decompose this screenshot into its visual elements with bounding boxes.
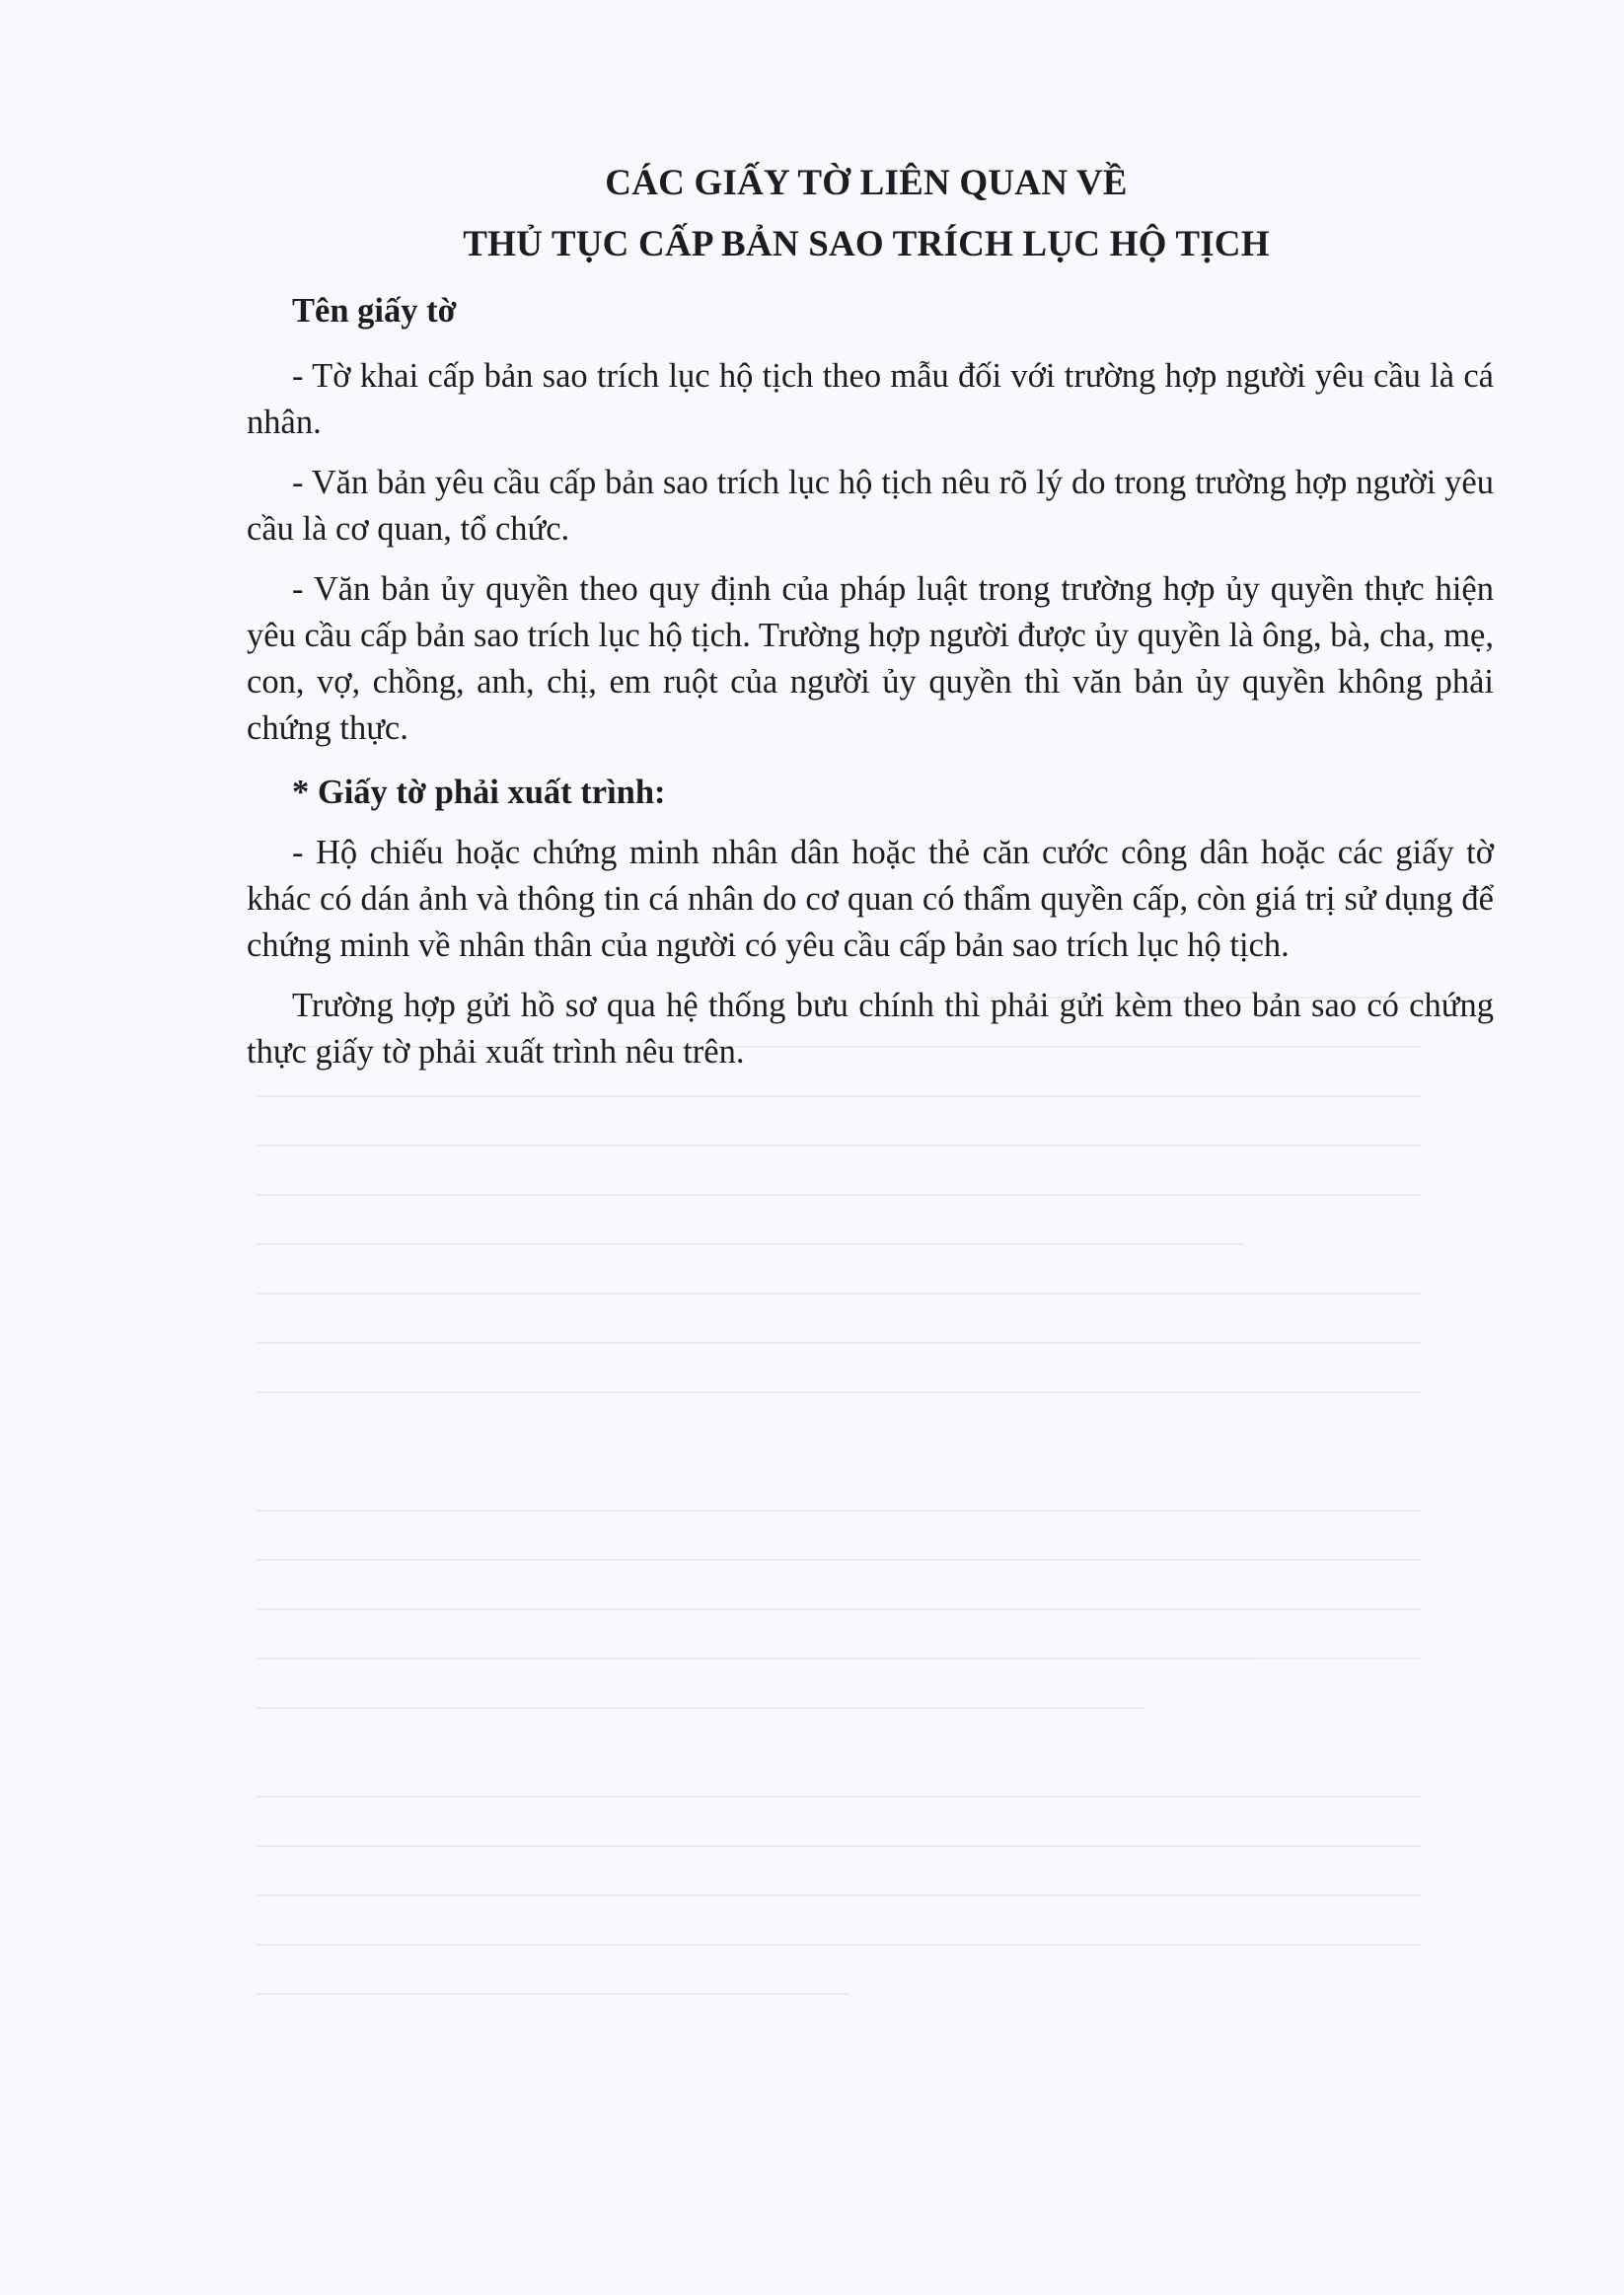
document-title-line-2: THỦ TỤC CẤP BẢN SAO TRÍCH LỤC HỘ TỊCH [463,224,1270,264]
present-item-1: - Hộ chiếu hoặc chứng minh nhân dân hoặc thẻ căn cước công dân hoặc các giấy tờ khác có dán ảnh và thông tin cá nhân do cơ quan có thẩm quyền cấp, còn giá trị sử dụng để chứng minh về nhân thân của người có yêu cầu cấp bản sao trích lục hộ tịch. [247,834,1494,964]
present-heading: * Giấy tờ phải xuất trình: [292,774,666,811]
paragraph-item-2: - Văn bản yêu cầu cấp bản sao trích lục hộ tịch nêu rõ lý do trong trường hợp người yêu cầu là cơ quan, tổ chức. [247,464,1494,548]
document-body [247,288,1494,1075]
document-title-line-1: CÁC GIẤY TỜ LIÊN QUAN VỀ [605,163,1128,203]
closing-paragraph: Trường hợp gửi hồ sơ qua hệ thống bưu chính thì phải gửi kèm theo bản sao có chứng thực giấy tờ phải xuất trình nêu trên. [247,987,1494,1071]
paragraph-item-1: - Tờ khai cấp bản sao trích lục hộ tịch theo mẫu đối với trường hợp người yêu cầu là cá nhân. [247,357,1494,441]
section-heading: Tên giấy tờ [292,292,457,330]
paragraph-item-3: - Văn bản ủy quyền theo quy định của pháp luật trong trường hợp ủy quyền thực hiện yêu cầu cấp bản sao trích lục hộ tịch. Trường hợp người được ủy quyền là ông, bà, cha, mẹ, con, vợ, chồng, anh, chị, em ruột của người ủy quyền thì văn bản ủy quyền không phải chứng thực. [247,570,1494,747]
